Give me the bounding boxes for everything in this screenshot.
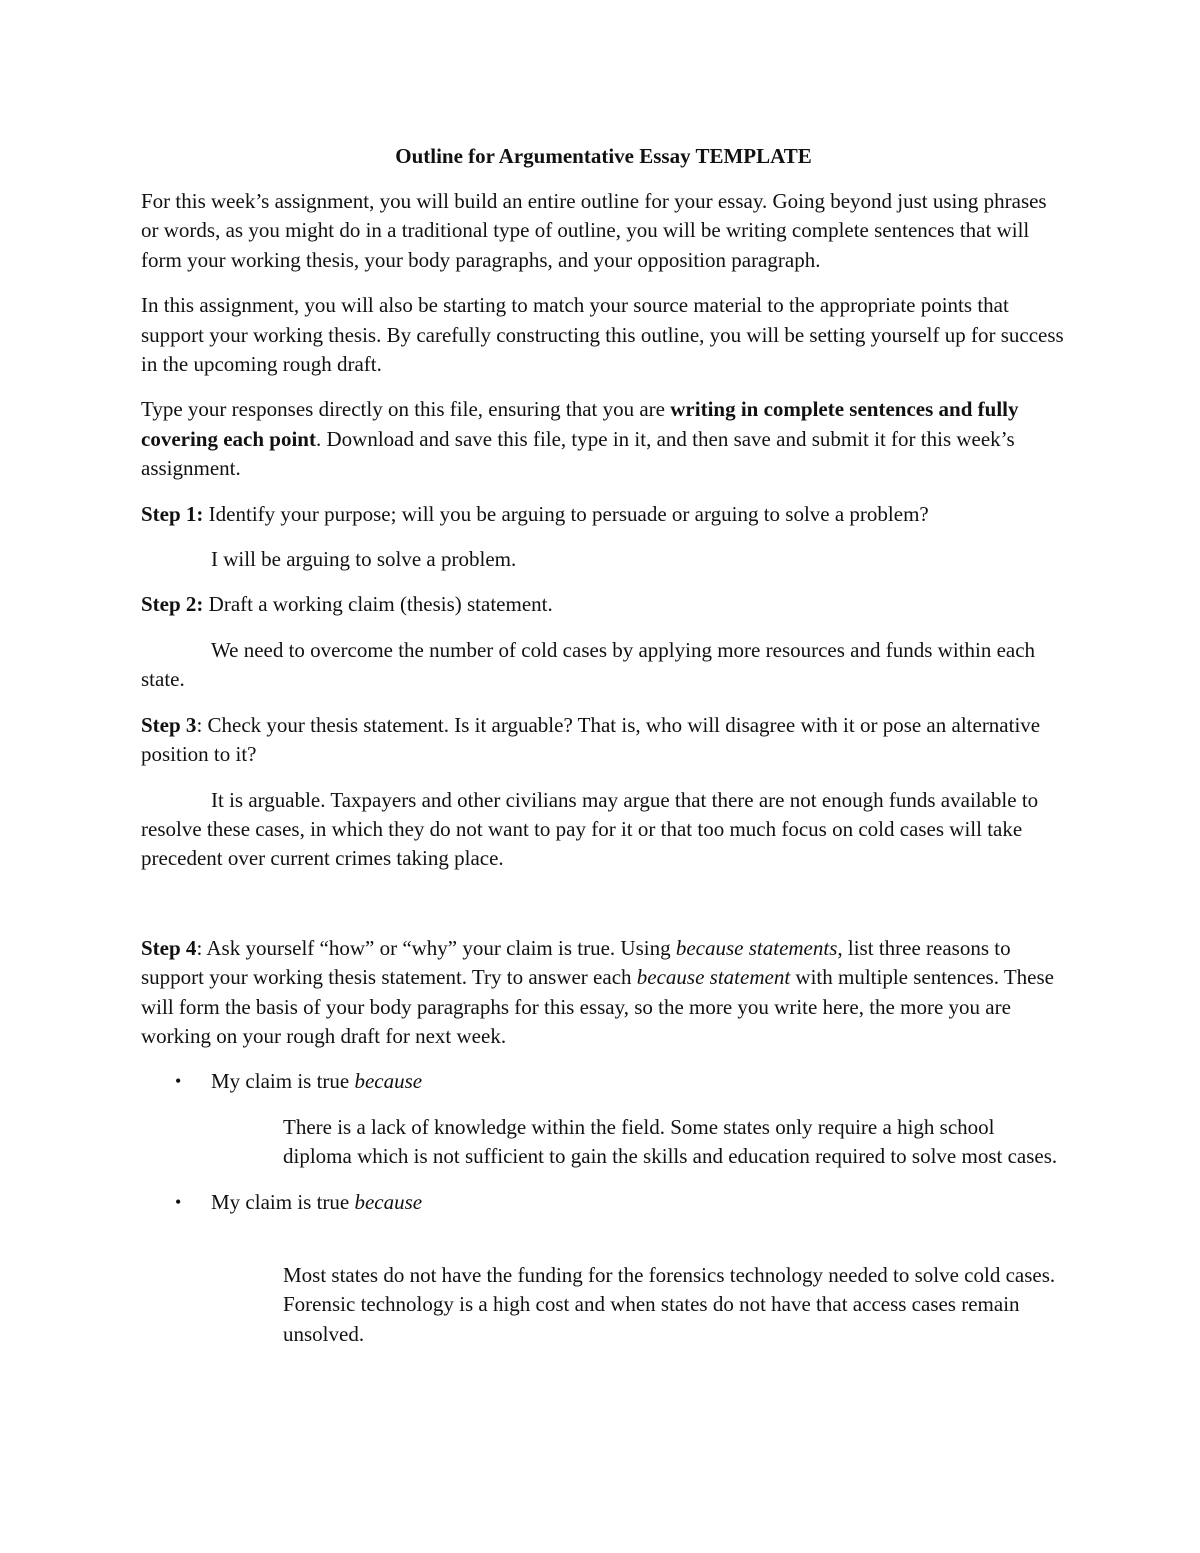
claim-bullet-2 — [141, 1188, 1066, 1217]
claim-lead-italic: because — [354, 1189, 423, 1214]
step4-question-text-2: , list three reasons to support your working thesis statement. Try to answer each — [141, 935, 1011, 990]
intro-p3-bold: writing in complete sentences and fully covering each point — [141, 397, 1019, 451]
intro-paragraph-1: For this week’s assignment, you will build an entire outline for your essay. Going beyond just using phrases or words, as you might do in a traditional type of outline, you will be writing complete sentences that will form your working thesis, your body paragraphs, and your opposition paragraph. — [141, 189, 1047, 272]
step4-question-text: : Ask yourself “how” or “why” your claim is true. Using — [196, 935, 676, 960]
claim-lead: My claim is true — [211, 1189, 355, 1214]
step1-question — [141, 500, 1066, 529]
step4-italic-term: because statements — [675, 935, 838, 960]
step2-question-text: Draft a working claim (thesis) statement. — [203, 592, 553, 617]
step3-answer: It is arguable. Taxpayers and other civilians may argue that there are not enough funds available to resolve these cases, in which they do not want to pay for it or that too much focus on cold cases will take precedent over current crimes taking place. — [141, 787, 1039, 871]
claim-answer-2: Most states do not have the funding for the forensics technology needed to solve cold cases. Forensic technology is a high cost and when states do not have that access cases remain unsolved. — [283, 1262, 1056, 1346]
claim-lead-italic: because — [354, 1069, 423, 1094]
step3-question — [141, 711, 1066, 770]
step4-question — [141, 934, 1066, 1052]
document-title: Outline for Argumentative Essay TEMPLATE — [395, 144, 812, 168]
step2-label: Step 2: — [141, 592, 204, 617]
intro-p3-text: Type your responses directly on this file, ensuring that you are — [141, 397, 671, 422]
step2-answer: We need to overcome the number of cold cases by applying more resources and funds within each state. — [141, 637, 1036, 692]
document-body — [141, 142, 1066, 1365]
step4-question-text-3: with multiple sentences. These will form the basis of your body paragraphs for this essay, so the more you write here, the more you are working on your rough draft for next week. — [141, 965, 1054, 1048]
intro-paragraph-2: In this assignment, you will also be starting to match your source material to the appropriate points that support your working thesis. By carefully constructing this outline, you will be setting yourself up for success in the upcoming rough draft. — [141, 293, 1064, 377]
claim-bullet-1 — [141, 1067, 1066, 1096]
step1-answer: I will be arguing to solve a problem. — [211, 547, 517, 572]
claim-answer-1: There is a lack of knowledge within the field. Some states only require a high school diploma which is not sufficient to gain the skills and education required to solve most cases. — [283, 1114, 1058, 1169]
blank-space — [141, 890, 1066, 934]
step1-question-text: Identify your purpose; will you be arguing to persuade or arguing to solve a problem? — [203, 501, 929, 526]
step3-question-text: : Check your thesis statement. Is it arguable? That is, who will disagree with it or pose an alternative position to it? — [141, 712, 1041, 767]
bullet-icon: • — [175, 1191, 182, 1212]
step4-label: Step 4 — [141, 935, 197, 960]
bullet-icon: • — [175, 1071, 182, 1092]
intro-p3-text-end: . Download and save this file, type in it, and then save and submit it for this week’s assignment. — [141, 426, 1015, 481]
step3-label: Step 3 — [141, 712, 197, 737]
step2-question — [141, 590, 1066, 619]
step1-label: Step 1: — [141, 501, 204, 526]
step4-italic-term-2: because statement — [636, 965, 791, 990]
intro-paragraph-3 — [141, 395, 1066, 483]
claim-lead: My claim is true — [211, 1069, 355, 1094]
